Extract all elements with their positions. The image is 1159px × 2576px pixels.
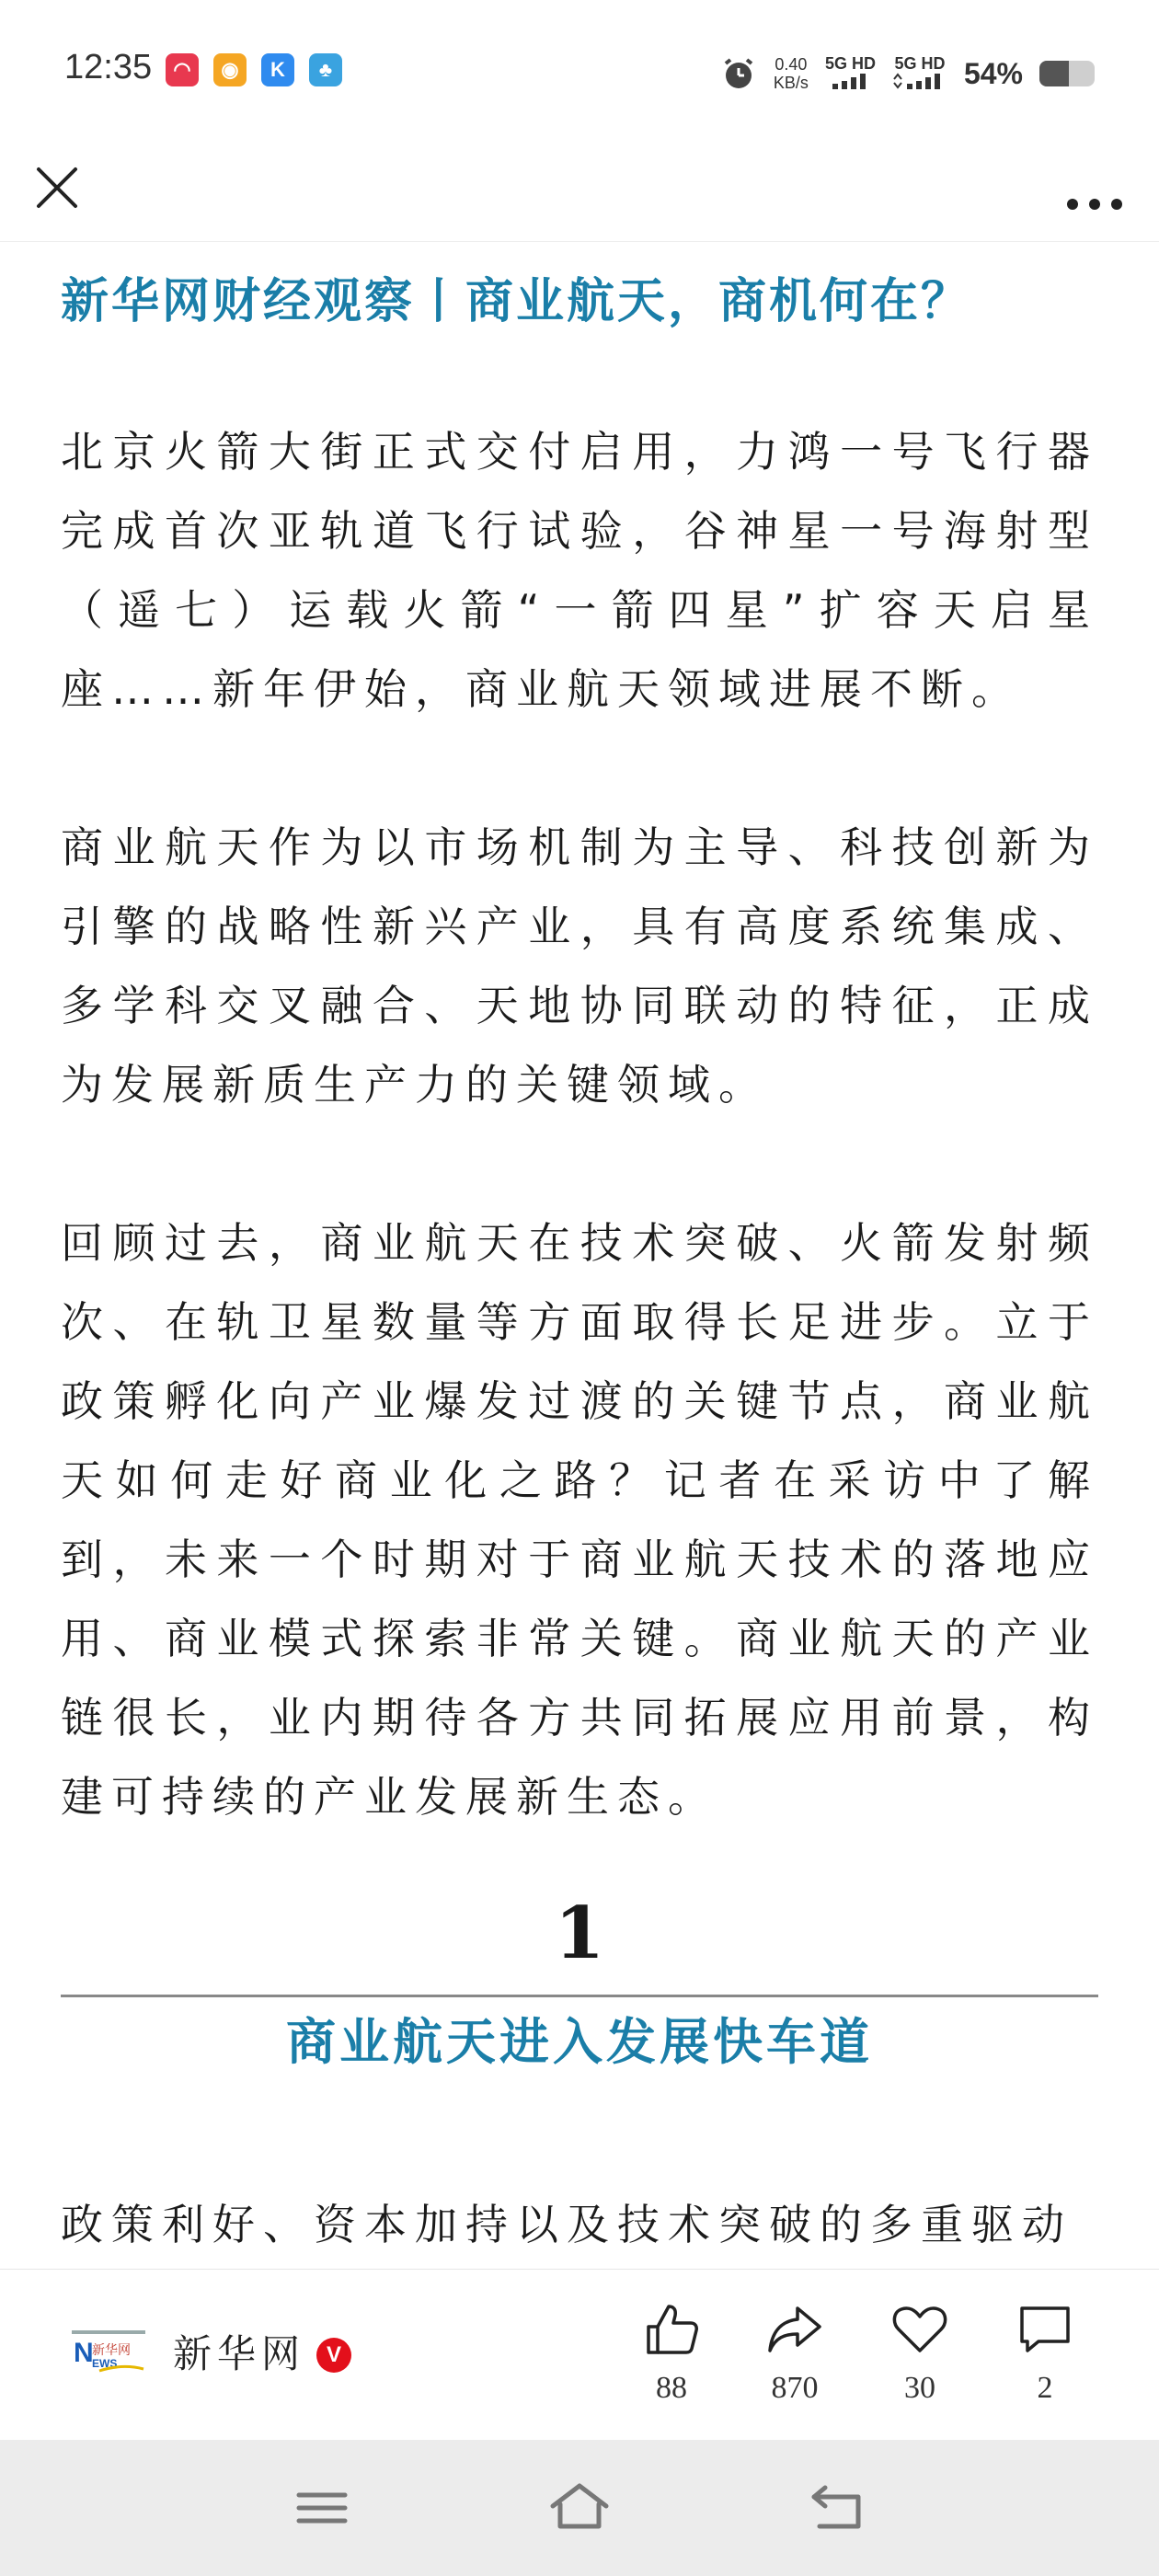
signal-bars-icon bbox=[827, 73, 873, 89]
thumbs-up-icon bbox=[641, 2299, 702, 2360]
favorite-button[interactable] bbox=[874, 2299, 966, 2406]
net-speed-unit: KB/s bbox=[773, 74, 809, 92]
top-nav bbox=[0, 138, 1159, 242]
app-icon-blue-k: K bbox=[261, 53, 294, 86]
home-icon bbox=[547, 2478, 612, 2537]
app-icon-tree: ♣ bbox=[309, 53, 342, 86]
source-name[interactable]: 新华网 bbox=[173, 2331, 306, 2376]
share-icon bbox=[764, 2299, 825, 2360]
article-paragraph-3: 回顾过去，商业航天在技术突破、火箭发射频次、在轨卫星数量等方面取得长足进步。立于政策孵化向产业爆发过渡的关键节点，商业航天如何走好商业化之路？记者在采访中了解到，未来一个时期对于商业航天技术的落地应用、商业模式探索非常关键。商业航天的产业链很长，业内期待各方共同拓展应用前景，构建可持续的产业发展新生态。 bbox=[61, 1218, 1098, 1822]
xinhua-logo[interactable] bbox=[72, 2327, 145, 2378]
system-nav-bar bbox=[0, 2440, 1159, 2576]
signal-sim2 bbox=[892, 54, 947, 93]
alarm-icon bbox=[720, 55, 757, 92]
article-title: 新华网财经观察丨商业航天，商机何在？ bbox=[61, 274, 972, 329]
article-paragraph-1: 北京火箭大街正式交付启用，力鸿一号飞行器完成首次亚轨道飞行试验，谷神星一号海射型（遥七）运载火箭“一箭四星”扩容天启星座……新年伊始，商业航天领域进展不断。 bbox=[61, 427, 1098, 714]
status-time: 12:35 bbox=[64, 48, 153, 86]
comment-icon bbox=[1015, 2299, 1075, 2360]
svg-text:EWS: EWS bbox=[92, 2357, 118, 2370]
status-indicators bbox=[720, 46, 1095, 101]
more-options-button[interactable] bbox=[1058, 158, 1131, 217]
back-icon bbox=[805, 2478, 869, 2537]
sim1-label: 5G HD bbox=[824, 54, 876, 73]
battery-fill bbox=[1039, 61, 1069, 86]
section-divider bbox=[61, 1995, 1098, 1997]
battery-icon bbox=[1039, 61, 1095, 86]
weibo-icon: ◉ bbox=[213, 53, 247, 86]
status-bar bbox=[0, 0, 1159, 138]
close-button[interactable] bbox=[28, 158, 86, 217]
back-button[interactable] bbox=[805, 2478, 869, 2537]
heart-icon bbox=[889, 2299, 950, 2360]
verified-badge: V bbox=[316, 2338, 351, 2373]
home-button[interactable] bbox=[547, 2478, 612, 2537]
signal-bars-icon bbox=[892, 73, 947, 89]
menu-button[interactable] bbox=[290, 2478, 354, 2537]
article-paragraph-4: 政策利好、资本加持以及技术突破的多重驱动 bbox=[61, 2200, 1073, 2249]
like-count: 88 bbox=[656, 2371, 687, 2405]
article bbox=[61, 241, 1098, 2264]
article-action-bar bbox=[0, 2269, 1159, 2441]
more-icon bbox=[1058, 158, 1131, 217]
net-speed bbox=[774, 55, 809, 92]
article-paragraph-2: 商业航天作为以市场机制为主导、科技创新为引擎的战略性新兴产业，具有高度系统集成、多学科交叉融合、天地协同联动的特征，正成为发展新质生产力的关键领域。 bbox=[61, 822, 1098, 1110]
svg-text:新华网: 新华网 bbox=[92, 2342, 131, 2357]
sim2-label: 5G HD bbox=[894, 54, 946, 73]
net-speed-value: 0.40 bbox=[775, 55, 808, 74]
close-icon bbox=[28, 158, 86, 217]
share-count: 870 bbox=[771, 2371, 819, 2405]
svg-text:N: N bbox=[74, 2338, 94, 2368]
battery-percent: 54% bbox=[963, 56, 1023, 90]
app-icon-red: ◠ bbox=[166, 53, 199, 86]
xinhua-logo-icon bbox=[72, 2327, 145, 2378]
signal-sim1 bbox=[825, 54, 876, 93]
comment-count: 2 bbox=[1037, 2371, 1053, 2405]
favorite-count: 30 bbox=[904, 2371, 935, 2405]
like-button[interactable] bbox=[625, 2299, 717, 2406]
section-number: 1 bbox=[554, 1892, 605, 1975]
section-title: 商业航天进入发展快车道 bbox=[286, 2013, 873, 2071]
menu-icon bbox=[290, 2478, 354, 2537]
share-button[interactable] bbox=[749, 2299, 841, 2406]
comment-button[interactable] bbox=[999, 2299, 1091, 2406]
